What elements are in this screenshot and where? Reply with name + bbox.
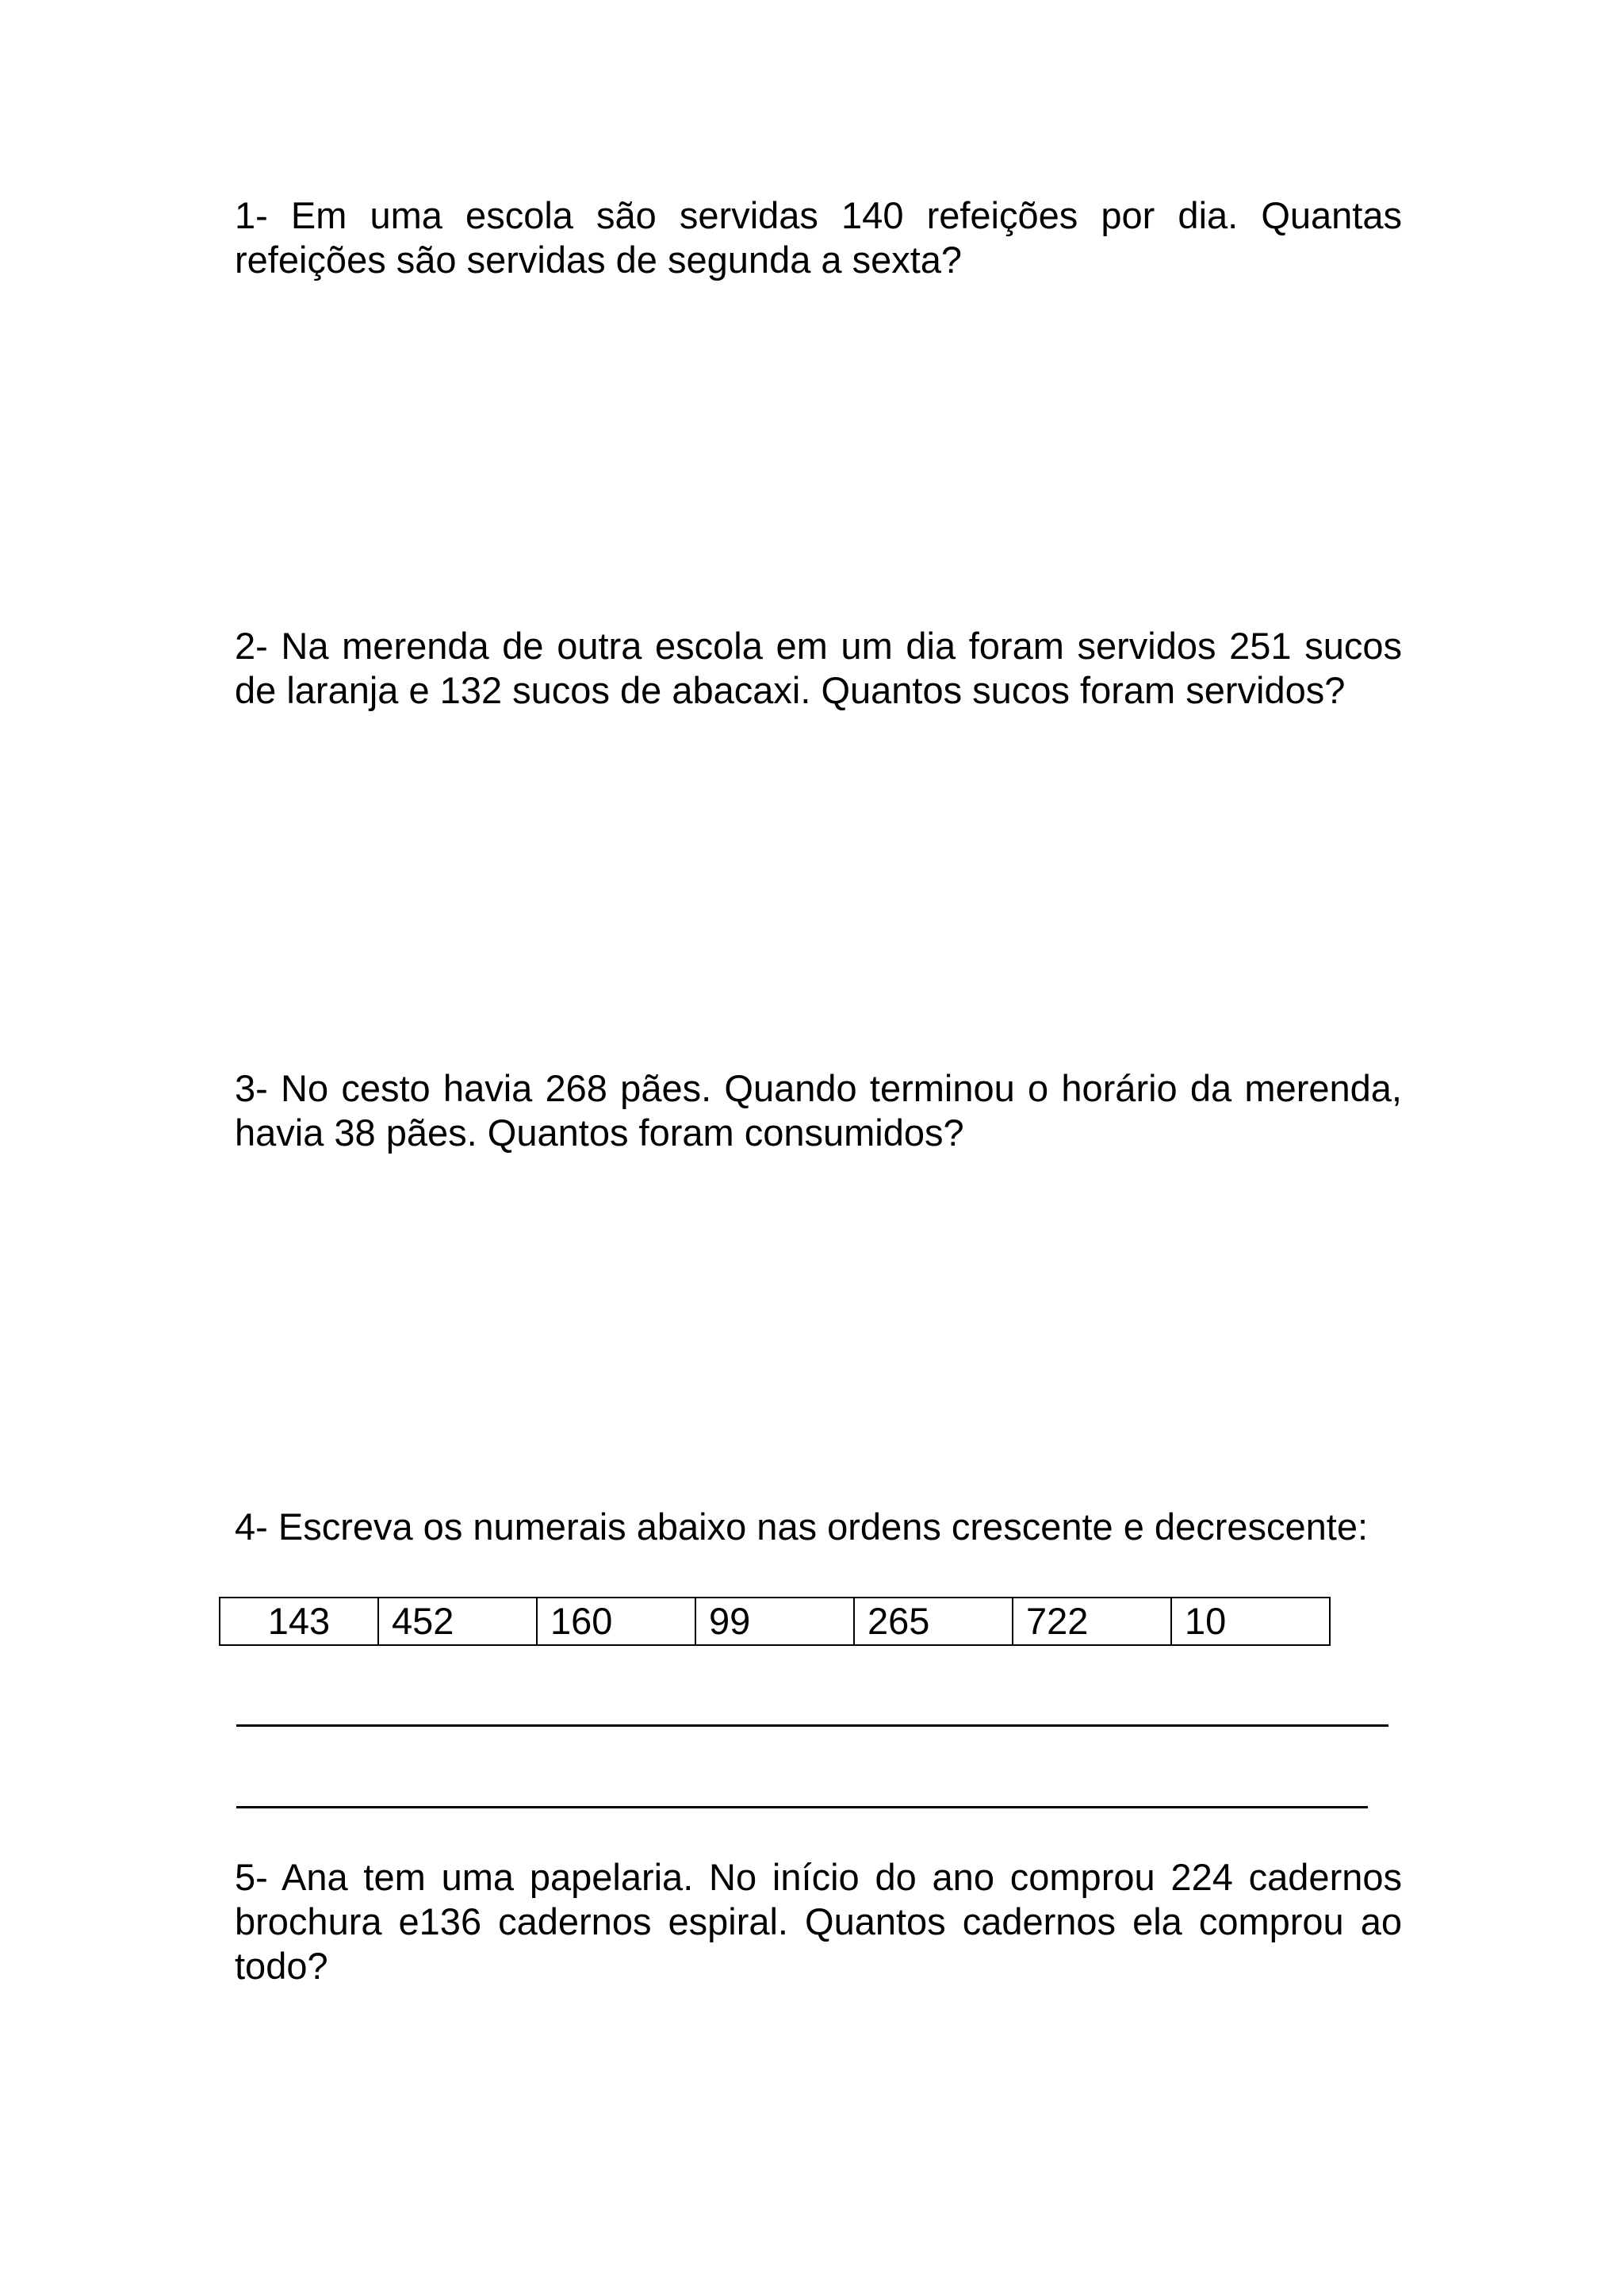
numbers-table <box>219 1597 1331 1646</box>
answer-line-ascending[interactable] <box>236 1724 1388 1727</box>
answer-line-descending[interactable] <box>236 1806 1368 1808</box>
number-cell: 99 <box>695 1598 854 1645</box>
question-4: 4- Escreva os numerais abaixo nas ordens crescente e decrescente: <box>235 1506 1369 1548</box>
numbers-row <box>220 1598 1330 1645</box>
number-cell: 452 <box>378 1598 537 1645</box>
number-cell: 10 <box>1171 1598 1330 1645</box>
question-5: 5- Ana tem uma papelaria. No início do ano comprou 224 cadernos brochura e136 cadernos espiral. Quantos cadernos ela comprou ao todo? <box>235 1856 1402 1987</box>
number-cell: 143 <box>220 1598 378 1645</box>
question-2: 2- Na merenda de outra escola em um dia foram servidos 251 sucos de laranja e 132 sucos de abacaxi. Quantos sucos foram servidos? <box>235 625 1402 711</box>
number-cell: 160 <box>537 1598 695 1645</box>
question-1: 1- Em uma escola são servidas 140 refeições por dia. Quantas refeições são servidas de segunda a sexta? <box>235 194 1402 281</box>
question-3: 3- No cesto havia 268 pães. Quando terminou o horário da merenda, havia 38 pães. Quantos foram consumidos? <box>235 1067 1402 1154</box>
number-cell: 265 <box>854 1598 1013 1645</box>
number-cell: 722 <box>1013 1598 1171 1645</box>
